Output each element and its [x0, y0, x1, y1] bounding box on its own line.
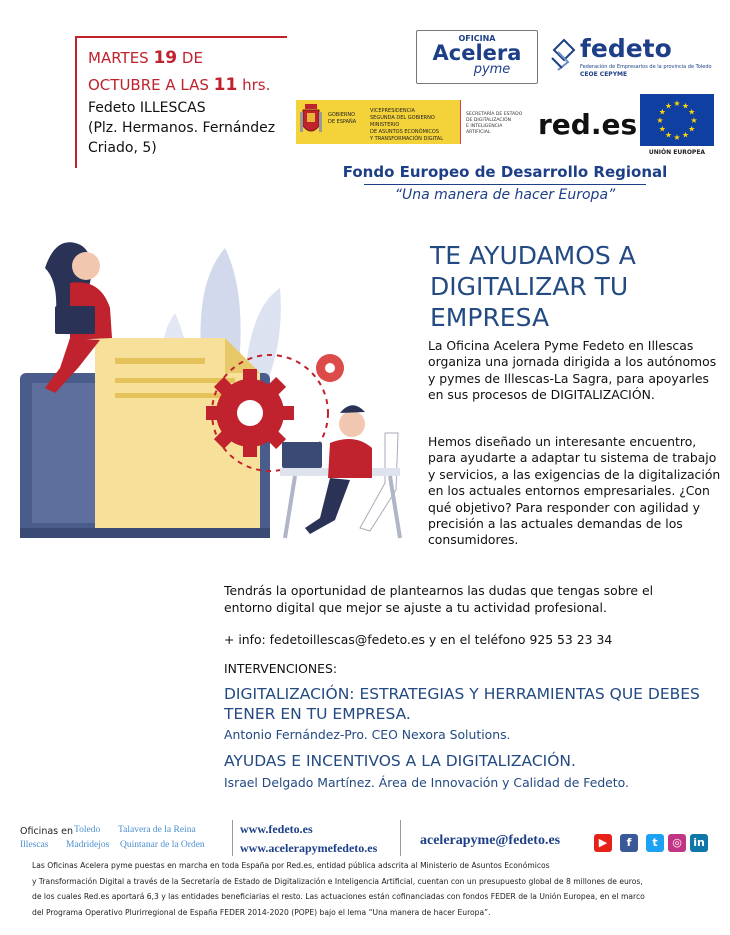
eu-star-icon: ★: [658, 107, 666, 117]
gear-icon: [206, 369, 294, 457]
event-venue-line-2: (Plz. Hermanos. Fernández: [88, 120, 276, 136]
email-link[interactable]: acelerapyme@fedeto.es: [420, 833, 561, 848]
eu-star-icon: ★: [664, 101, 673, 111]
offices-label: Oficinas en: [20, 826, 74, 837]
small-gear-icon: [316, 354, 344, 382]
eu-star-icon: ★: [681, 101, 690, 111]
office-illescas[interactable]: Illescas: [20, 840, 49, 850]
eu-star-icon: ★: [656, 116, 664, 125]
talk-1-title: DIGITALIZACIÓN: ESTRATEGIAS Y HERRAMIENTAS QUE DEBES TENER EN TU EMPRESA.: [224, 685, 700, 723]
youtube-icon[interactable]: ▶: [594, 834, 612, 852]
linkedin-icon[interactable]: in: [690, 834, 708, 852]
acelera-logo-top: OFICINA: [458, 34, 496, 43]
laptop-icon: [282, 442, 322, 468]
feder-motto: “Una manera de hacer Europa”: [394, 187, 616, 203]
fedeto-logo: [550, 34, 712, 80]
eu-star-icon: ★: [664, 130, 673, 140]
eu-star-icon: ★: [688, 107, 696, 117]
disclaimer: Las Oficinas Acelera pyme puestas en marcha en toda España por Red.es, entidad pública adscrita al Ministerio de Asuntos Económicos y Transformación Digital a través de la Secretaría de Estado de Digitalización e Inteligencia Artificial, cuentan con un presupuesto global de 8 millones de euros, de los cuales Red.es aportará 6,3 y las entidades beneficiarias el resto. Las actuaciones están cofinanciadas con fondos FEDER de la Unión Europea, en el marco del Programa Operativo Plurirregional de España FEDER 2014-2020 (POPE) bajo el lema “Una manera de hacer Europa”.: [32, 861, 645, 917]
opportunity-paragraph: Tendrás la oportunidad de plantearnos las dudas que tengas sobre el entorno digital que mejor se ajuste a tu actividad profesional.: [224, 583, 654, 615]
redes-logo: red.es: [538, 108, 638, 141]
event-venue-line-1: Fedeto ILLESCAS: [88, 100, 206, 116]
eu-star-icon: ★: [690, 116, 698, 125]
eu-star-icon: ★: [688, 124, 696, 134]
spain-coat-of-arms-icon: [300, 104, 322, 138]
office-toledo[interactable]: Toledo: [74, 825, 101, 835]
fedeto-logo-name: fedeto: [580, 34, 672, 63]
fedeto-mark-icon: [550, 38, 578, 72]
headline: TE AYUDAMOS A DIGITALIZAR TU EMPRESA: [430, 241, 636, 332]
man-at-desk: [280, 405, 400, 538]
fedeto-logo-ceoe: CEOE CEPYME: [580, 71, 628, 78]
description-paragraph: Hemos diseñado un interesante encuentro, para ayudarte a adaptar tu sistema de trabajo y servicios, a las exigencias de la digitalización en los actuales entornos empresariales. ¿Con qué objetivo? Para responder con agilidad y precisión a las actuales demandas de los consumidores.: [428, 434, 721, 548]
digitalization-illustration: [0, 228, 420, 568]
gobierno-logo-band: [296, 100, 526, 144]
contact-info: + info: fedetoillescas@fedeto.es y en el teléfono 925 53 23 34: [224, 632, 613, 647]
event-venue-line-3: Criado, 5): [88, 140, 157, 156]
facebook-icon[interactable]: f: [620, 834, 638, 852]
talk-2-title: AYUDAS E INCENTIVOS A LA DIGITALIZACIÓN.: [224, 752, 576, 770]
acelera-logo-mid: Acelera: [432, 41, 522, 65]
laptop-icon: [55, 306, 95, 334]
website-link-acelerapyme[interactable]: www.acelerapymefedeto.es: [240, 841, 378, 855]
footer-divider: [232, 820, 233, 856]
talk-2-speaker: Israel Delgado Martínez. Área de Innovación y Calidad de Fedeto.: [224, 775, 629, 790]
talk-1-speaker: Antonio Fernández-Pro. CEO Nexora Solutions.: [224, 727, 511, 742]
eu-star-icon: ★: [658, 124, 666, 134]
feder-title: Fondo Europeo de Desarrollo Regional: [342, 163, 668, 181]
secretaria-text: SECRETARÍA DE ESTADO DE DIGITALIZACIÓN E INTELIGENCIA ARTIFICIAL: [466, 112, 523, 135]
event-date-line-2: OCTUBRE A LAS 11 hrs.: [88, 75, 271, 95]
interventions-title: INTERVENCIONES:: [224, 661, 338, 676]
office-talavera[interactable]: Talavera de la Reina: [118, 825, 196, 835]
office-madridejos[interactable]: Madridejos: [66, 840, 110, 850]
website-link-fedeto[interactable]: www.fedeto.es: [240, 822, 313, 836]
feder-divider: [364, 184, 646, 185]
acelera-pyme-logo: [416, 30, 538, 84]
eu-flag-icon: [640, 94, 714, 146]
eu-star-icon: ★: [673, 133, 681, 142]
ministerio-text: VICEPRESIDENCIA SEGUNDA DEL GOBIERNO MINISTERIO DE ASUNTOS ECONÓMICOS Y TRANSFORMACIÓN DIGITAL: [370, 108, 444, 142]
instagram-icon[interactable]: ◎: [668, 834, 686, 852]
office-quintanar[interactable]: Quintanar de la Orden: [120, 840, 205, 850]
social-links: [594, 834, 714, 854]
gobierno-text: GOBIERNO DE ESPAÑA: [328, 112, 357, 125]
eu-star-icon: ★: [673, 99, 681, 108]
event-date-line-1: MARTES 19 DE: [88, 48, 203, 68]
intro-paragraph: La Oficina Acelera Pyme Fedeto en Illescas organiza una jornada dirigida a los autónomos y pymes de Illescas-La Sagra, para apoyarles en sus procesos de DIGITALIZACIÓN.: [428, 338, 717, 403]
eu-star-icon: ★: [681, 130, 690, 140]
twitter-icon[interactable]: t: [646, 834, 664, 852]
eu-label: UNIÓN EUROPEA: [648, 149, 706, 156]
fedeto-logo-subtitle: Federación de Empresarios de la provincia de Toledo: [580, 64, 712, 70]
footer-divider: [400, 820, 401, 856]
acelera-logo-bot: pyme: [473, 62, 511, 77]
